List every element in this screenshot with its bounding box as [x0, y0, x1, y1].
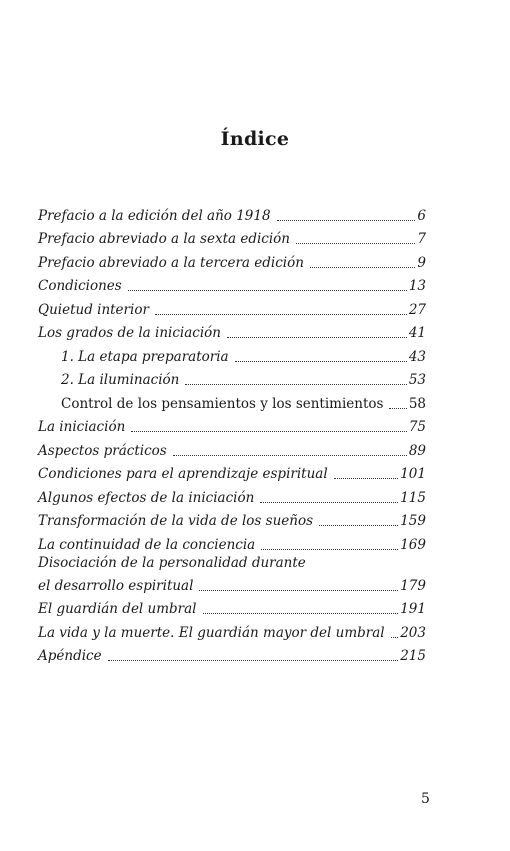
- dot-leader: [155, 313, 407, 315]
- toc-entry-title: Prefacio abreviado a la sexta edición: [38, 231, 290, 247]
- toc-entry: [38, 617, 426, 641]
- dot-leader: [334, 477, 399, 479]
- toc-entry-title: 1. La etapa preparatoria: [61, 348, 229, 365]
- toc-entry-page: 75: [408, 419, 426, 435]
- toc-entry: [38, 224, 426, 248]
- dot-leader: [310, 266, 415, 268]
- toc-entry: [38, 459, 426, 483]
- toc-subentry: [38, 388, 426, 412]
- toc-entry-title: Prefacio abreviado a la tercera edición: [38, 254, 304, 271]
- toc-entry-title-line2: el desarrollo espiritual: [38, 577, 194, 594]
- toc-entry-page: 41: [408, 325, 426, 341]
- dot-leader: [296, 242, 415, 244]
- toc-entry-page: 159: [400, 513, 426, 529]
- toc-entry: [38, 271, 426, 295]
- page-title: Índice: [220, 128, 290, 150]
- toc-entry-page: 115: [400, 489, 426, 506]
- toc-entry-title: Transformación de la vida de los sueños: [38, 513, 314, 529]
- dot-leader: [389, 407, 406, 409]
- dot-leader: [203, 612, 399, 614]
- toc-entry-title-line1: Disociación de la personalidad durante: [38, 554, 306, 571]
- dot-leader: [260, 501, 398, 503]
- toc-entry: [38, 200, 426, 224]
- dot-leader: [185, 383, 406, 385]
- toc-entry-title: El guardián del umbral: [38, 601, 197, 617]
- toc-entry: [38, 412, 426, 436]
- toc-entry: [38, 247, 426, 271]
- toc-entry-page: 53: [408, 372, 426, 388]
- toc-entry-title: Prefacio a la edición del año 1918: [38, 207, 271, 224]
- toc-entry-page: 169: [400, 536, 426, 553]
- toc-entry-page: 6: [417, 207, 426, 224]
- toc-entry: [38, 506, 426, 530]
- toc-entry-page: 215: [400, 648, 426, 664]
- toc-entry: [38, 318, 426, 342]
- toc-entry-page: 13: [408, 278, 426, 294]
- dot-leader: [261, 548, 398, 550]
- toc-entry: [38, 529, 426, 553]
- toc-entry-page: 89: [408, 442, 426, 459]
- toc-entry-title: Condiciones: [38, 278, 122, 294]
- toc-entry: [38, 435, 426, 459]
- dot-leader: [319, 524, 398, 526]
- dot-leader: [199, 589, 398, 591]
- toc-entry-page: 9: [417, 254, 426, 271]
- toc-entry-title: La vida y la muerte. El guardián mayor del umbral: [38, 624, 385, 641]
- toc-subentry: [38, 341, 426, 365]
- toc-entry-page: 179: [400, 577, 426, 594]
- toc-entry-page: 191: [400, 601, 426, 617]
- toc-entry-page: 203: [400, 624, 426, 641]
- toc-entry-title: La continuidad de la conciencia: [38, 536, 256, 553]
- dot-leader: [131, 430, 407, 432]
- toc-entry: [38, 641, 426, 665]
- dot-leader: [128, 289, 407, 291]
- page-number: 5: [421, 791, 430, 807]
- toc-entry: [38, 482, 426, 506]
- dot-leader: [227, 336, 407, 338]
- toc-entry-title: Condiciones para el aprendizaje espiritual: [38, 466, 328, 482]
- dot-leader: [108, 659, 399, 661]
- toc-entry-title: 2. La iluminación: [61, 372, 180, 388]
- toc-entry-page: 101: [400, 466, 426, 482]
- toc-entry-title: Algunos efectos de la iniciación: [38, 489, 255, 506]
- toc-entry-title: Los grados de la iniciación: [38, 325, 221, 341]
- dot-leader: [235, 360, 407, 362]
- toc-entry: [38, 553, 426, 594]
- dot-leader: [391, 636, 399, 638]
- toc-entry-page: 43: [408, 348, 426, 365]
- toc-entry-title: La iniciación: [38, 419, 126, 435]
- table-of-contents: [38, 200, 426, 664]
- toc-subentry: [38, 365, 426, 389]
- dot-leader: [173, 454, 407, 456]
- toc-entry-title: Apéndice: [38, 648, 102, 664]
- toc-entry-page: 7: [417, 231, 426, 247]
- toc-entry: [38, 294, 426, 318]
- toc-entry: [38, 594, 426, 618]
- toc-entry-page: 27: [408, 301, 426, 318]
- toc-entry-title: Aspectos prácticos: [38, 442, 167, 459]
- toc-entry-page: 58: [408, 395, 426, 412]
- dot-leader: [277, 219, 416, 221]
- toc-entry-title: Quietud interior: [38, 301, 149, 318]
- toc-entry-title: Control de los pensamientos y los sentimientos: [61, 395, 384, 412]
